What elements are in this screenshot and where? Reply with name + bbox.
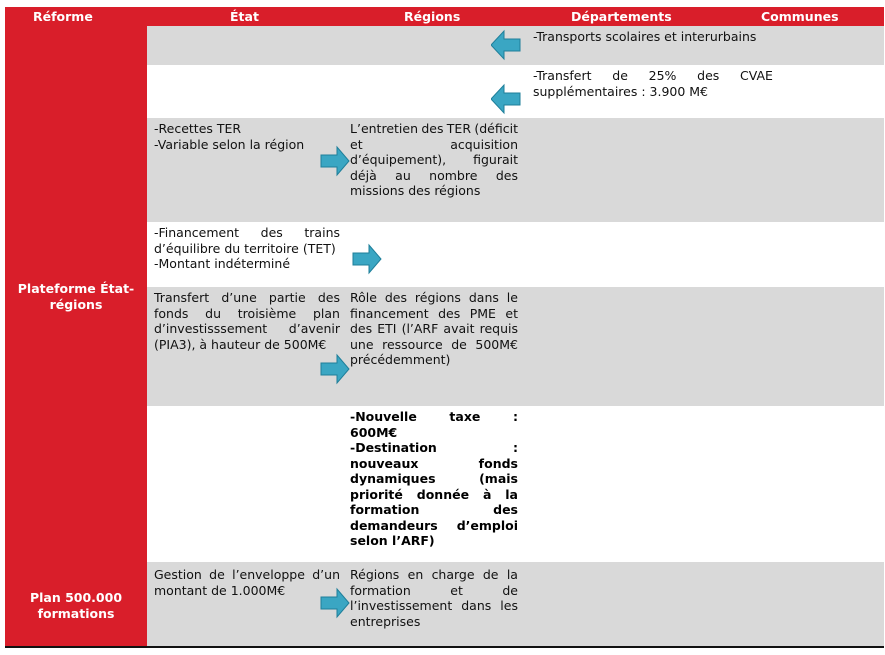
arrow-left-icon [491,29,521,61]
cell-regions-6: -Nouvelle taxe : 600M€ -Destination : nouveaux fonds dynamiques (mais priorité donnée à la formation des demandeurs d’emploi selon l’ARF) [350,409,518,548]
cell-regions-5: Rôle des régions dans le financement des PME et des ETI (l’ARF avait requis une ressource de 500M€ précédemment) [350,290,518,367]
cell-regions-7: Régions en charge de la formation et de l’investissement dans les entreprises [350,567,518,629]
reform-column [5,26,147,647]
header-reforme: Réforme [33,9,93,24]
reform-plan: Plan 500.000 formations [29,590,123,621]
arrow-right-icon [352,243,382,275]
cell-etat-3: -Recettes TER -Variable selon la région [154,121,305,152]
header-etat: État [230,9,259,24]
reform-table [5,7,884,647]
cell-regions-3: L’entretien des TER (déficit et acquisition d’équipement), figurait déjà au nombre des missions des régions [350,121,518,198]
cell-departements-1: -Transports scolaires et interurbains [533,29,757,44]
arrow-right-icon [320,587,350,619]
cell-etat-7: Gestion de l’enveloppe d’un montant de 1.000M€ [154,567,340,598]
header-regions: Régions [404,9,461,24]
table-bottom-rule [5,646,884,648]
cell-etat-4: -Financement des trains d’équilibre du territoire (TET) -Montant indéterminé [154,225,340,271]
cell-etat-5: Transfert d’une partie des fonds du troisième plan d’investisssement d’avenir (PIA3), à hauteur de 500M€ [154,290,340,352]
arrow-right-icon [320,145,350,177]
cell-departements-2: -Transfert de 25% des CVAE supplémentaires : 3.900 M€ [533,68,773,99]
header-departements: Départements [571,9,672,24]
header-communes: Communes [761,9,839,24]
arrow-right-icon [320,353,350,385]
reform-plateforme: Plateforme État- régions [17,281,135,312]
arrow-left-icon [491,83,521,115]
